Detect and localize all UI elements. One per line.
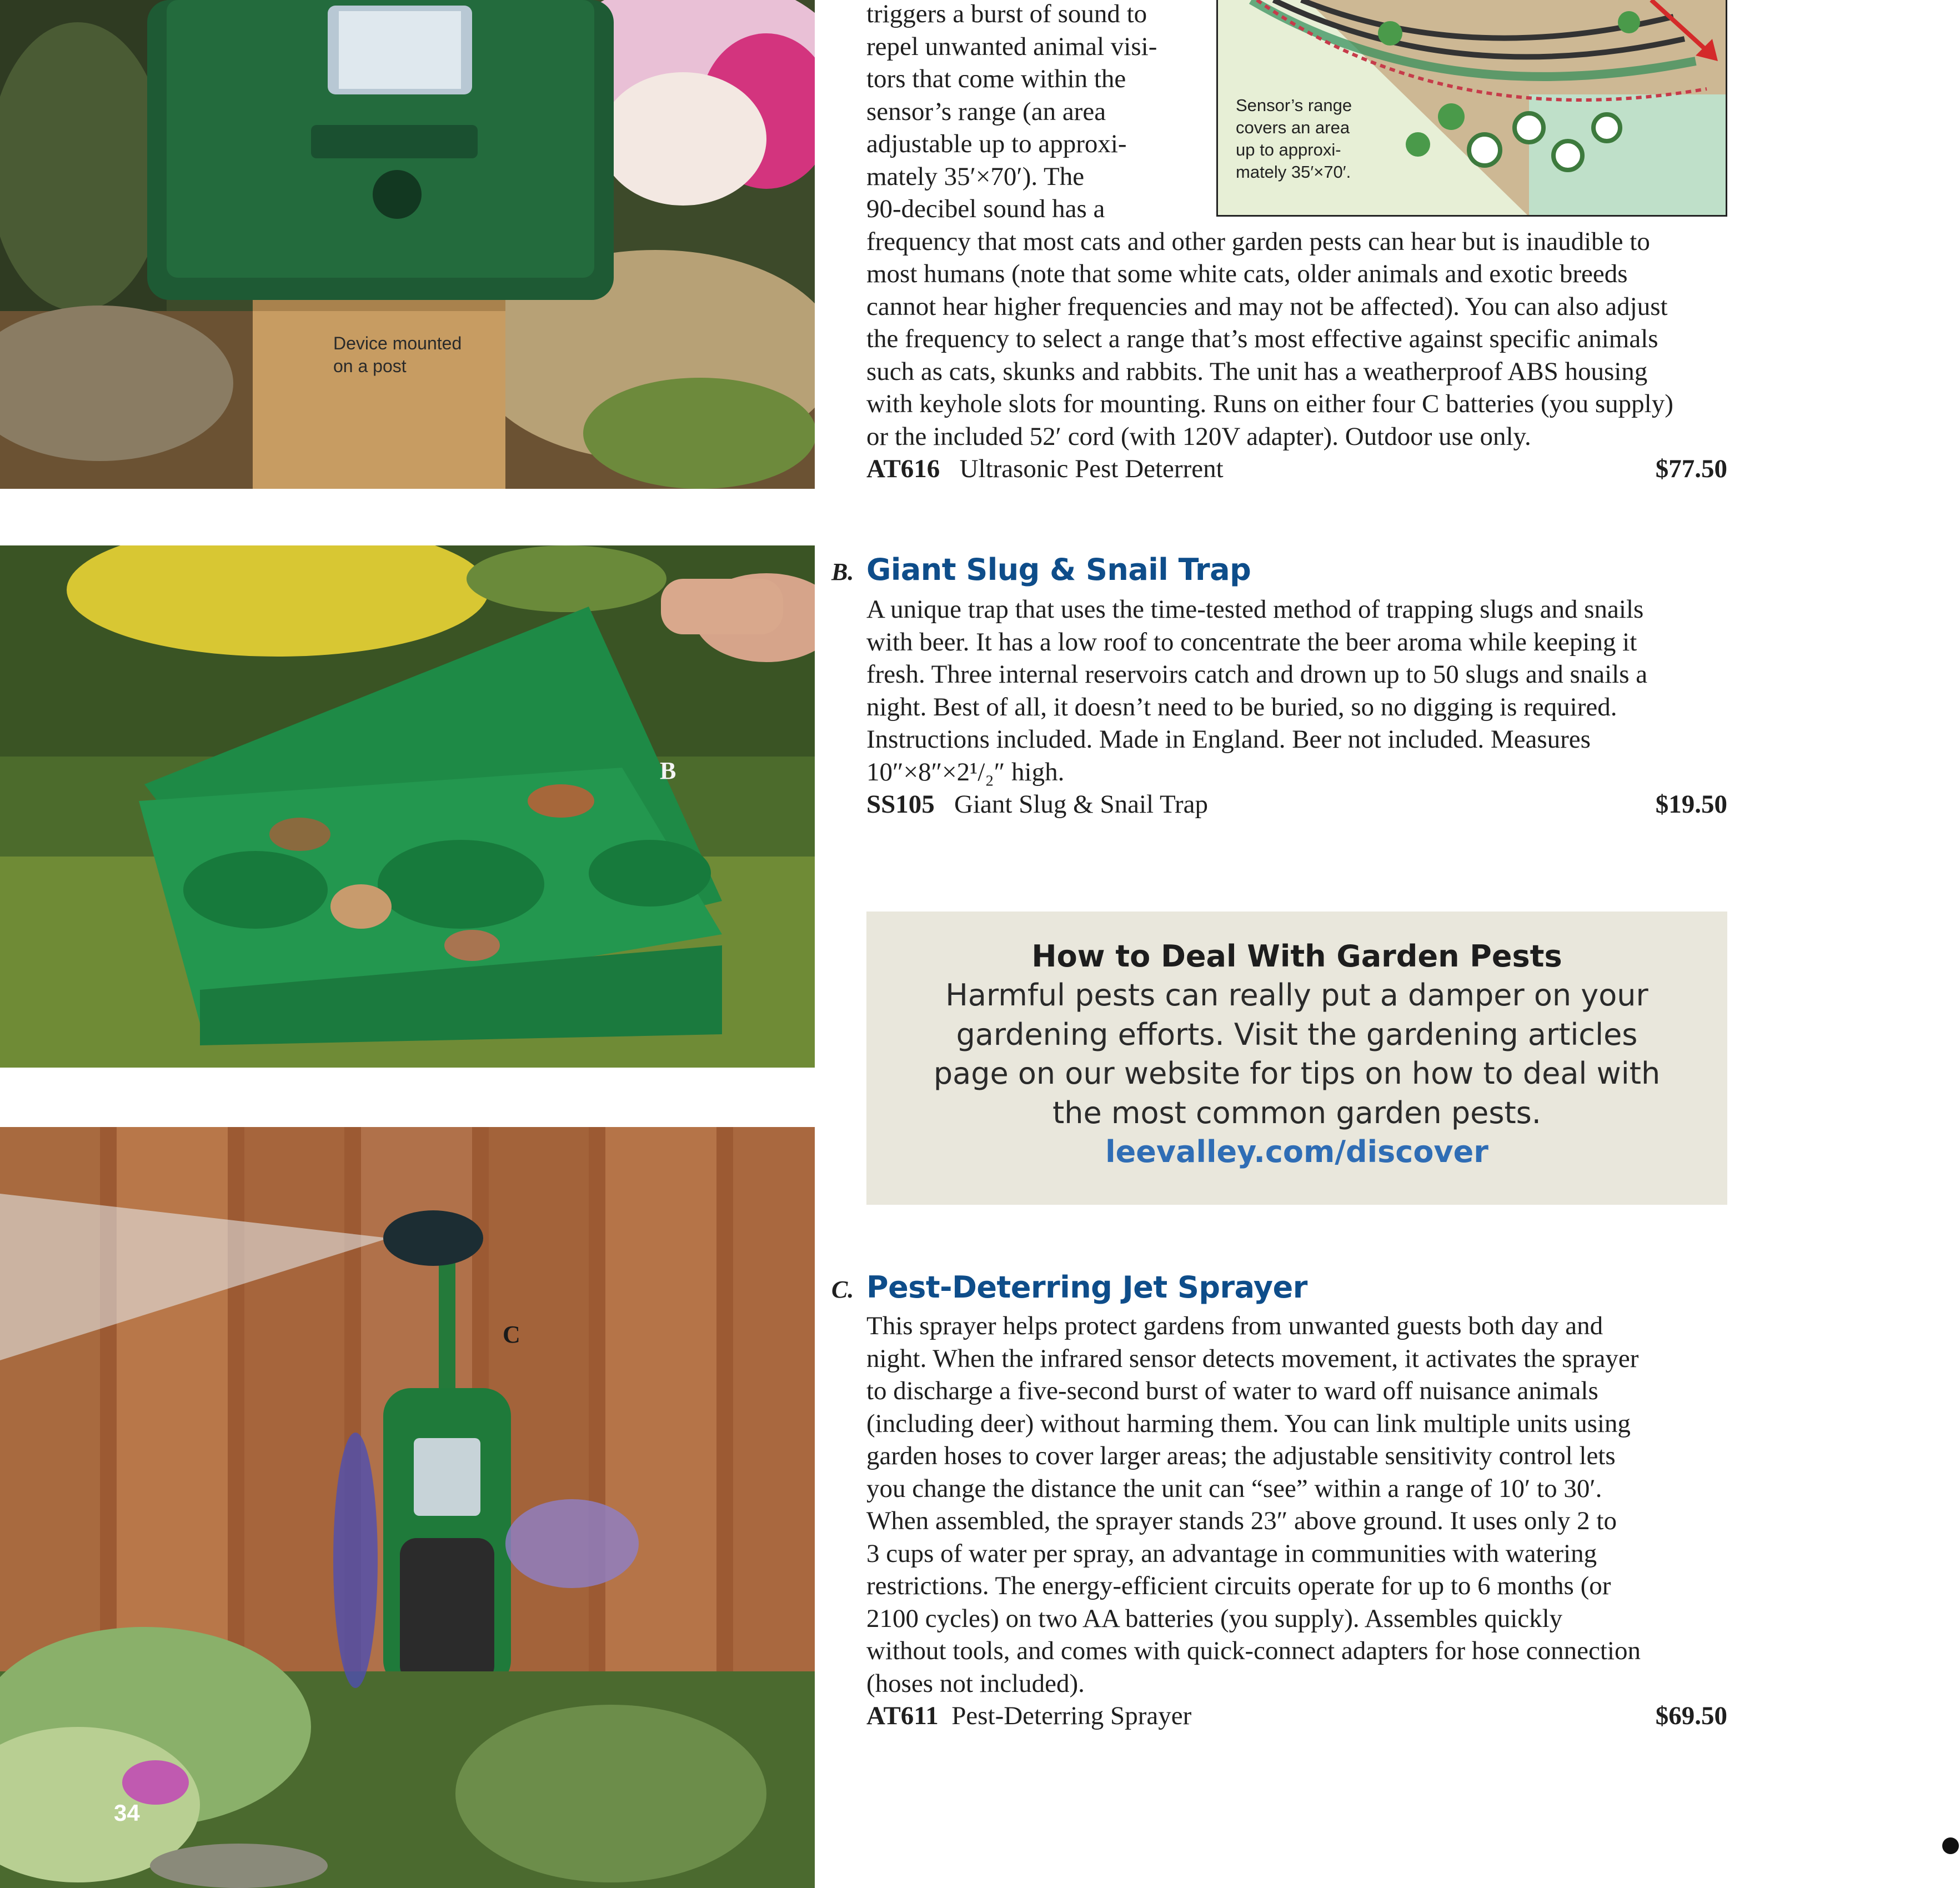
product-b-heading — [831, 552, 1251, 587]
garden-pests-info-box — [866, 912, 1727, 1205]
photo-jet-sprayer — [0, 1127, 815, 1888]
photo-label-b: B — [660, 757, 676, 784]
info-box-link[interactable]: leevalley.com/discover — [1105, 1134, 1488, 1169]
page-number: 34 — [114, 1800, 140, 1826]
product-c-name: Pest-Deterring Sprayer — [951, 1701, 1192, 1730]
info-box-text: Harmful pests can really put a damper on your gardening efforts. Visit the gardening articles page on our website for tips on how to deal with the most common garden pests. — [933, 978, 1661, 1130]
product-a-sku: AT616 — [866, 454, 940, 483]
product-c-title: Pest-Deterring Jet Sprayer — [866, 1270, 1307, 1305]
photo-caption-device-on-post: Device mounted on a post — [333, 333, 462, 376]
product-b-name: Giant Slug & Snail Trap — [954, 790, 1209, 819]
product-b-description: A unique trap that uses the time-tested method of trapping slugs and snails with beer. It has a low roof to concentrate the beer aroma while keeping it fresh. Three internal reservoirs catch and drown up to 50 slugs and snails a night. Best of all, it doesn’t need to be buried, so no digging is required. Instructions included. Made in England. Beer not included. Measures 10″×8″×2¹/₂″ high. SS105 Giant Slug & Snail Trap $19.50 — [866, 593, 1727, 821]
product-a-order-line — [866, 453, 1727, 485]
product-c-heading — [831, 1270, 1307, 1305]
product-c-description: This sprayer helps protect gardens from unwanted guests both day and night. When the infrared sensor detects movement, it activates the sprayer to discharge a five-second burst of water to ward off nuisance animals (including deer) without harming them. You can link multiple units using garden hoses to cover larger areas; the adjustable sensitivity control lets you change the distance the unit can “see” within a range of 10′ to 30′. When assembled, the sprayer stands 23″ above ground. It uses only 2 to 3 cups of water per spray, an advantage in communities with watering restrictions. The energy-efficient circuits operate for up to 6 months (or 2100 cycles) on two AA batteries (you supply). Assembles quickly without tools, and comes with quick-connect adapters for hose connection (hoses not included). AT611 Pest-Deterring Sprayer $69.50 — [866, 1310, 1727, 1732]
photo-label-c: C — [503, 1321, 520, 1348]
product-b-letter: B. — [831, 558, 854, 585]
product-c-letter: C. — [831, 1276, 854, 1303]
product-b-price: $19.50 — [1655, 790, 1727, 819]
product-b-order-line — [866, 788, 1727, 821]
diagram-caption: Sensor’s range covers an area up to approxi- mately 35′×70′. — [1236, 96, 1352, 182]
photo-slug-trap — [0, 545, 815, 1068]
product-c-sku: AT611 — [866, 1701, 939, 1730]
product-c-price: $69.50 — [1655, 1701, 1727, 1730]
photo-ultrasonic-device — [0, 0, 815, 489]
corner-dot — [1942, 1837, 1959, 1854]
product-a-price: $77.50 — [1655, 454, 1727, 483]
product-b-title: Giant Slug & Snail Trap — [866, 552, 1251, 587]
product-b-sku: SS105 — [866, 790, 935, 819]
product-a-description: triggers a burst of sound to repel unwanted animal visi- tors that come within the sensor’s range (an area adjustable up to approxi- mately 35′×70′). The 90-decibel sound has a frequency that most cats and other garden pests can hear but is inaudible to most humans (note that some white cats, older animals and exotic breeds cannot hear higher frequencies and may not be affected). You can also adjust the frequency to select a range that’s most effective against specific animals such as cats, skunks and rabbits. The unit has a weatherproof ABS housing with keyhole slots for mounting. Runs on either four C batteries (you supply) or the included 52′ cord (with 120V adapter). Outdoor use only. AT616 Ultrasonic Pest Deterrent $77.50 — [866, 0, 1727, 485]
product-c-order-line — [866, 1700, 1727, 1732]
info-box-title: How to Deal With Garden Pests — [1031, 939, 1562, 974]
product-a-name: Ultrasonic Pest Deterrent — [959, 454, 1224, 483]
